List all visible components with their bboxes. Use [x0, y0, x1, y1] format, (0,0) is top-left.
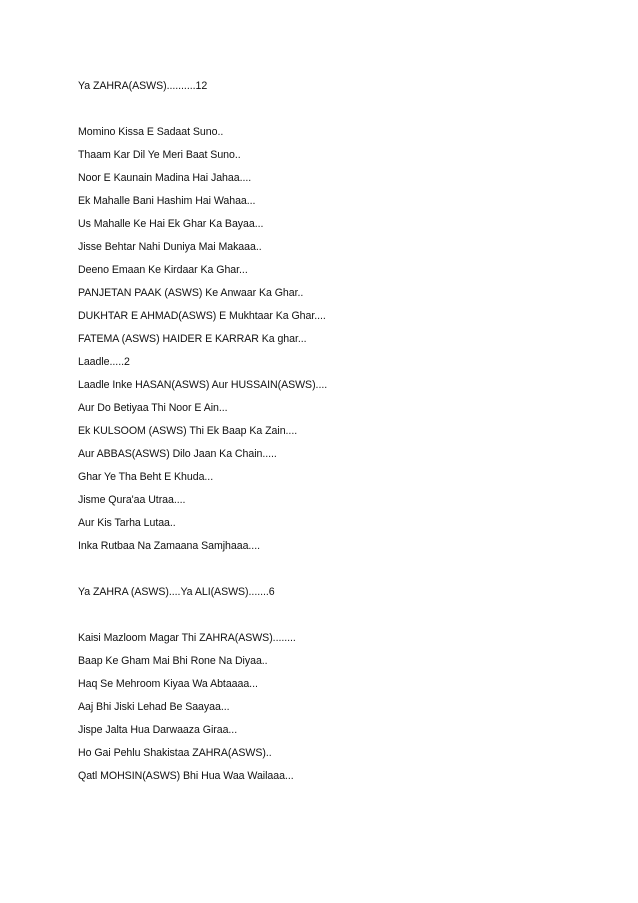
verse-line: Inka Rutbaa Na Zamaana Samjhaaa.... — [78, 540, 260, 552]
verse-line: Ek Mahalle Bani Hashim Hai Wahaa... — [78, 195, 256, 207]
verse-line: Laadle.....2 — [78, 356, 130, 368]
verse-line: Qatl MOHSIN(ASWS) Bhi Hua Waa Wailaaa... — [78, 770, 294, 782]
verse-line: Deeno Emaan Ke Kirdaar Ka Ghar... — [78, 264, 248, 276]
verse-line: Aur Do Betiyaa Thi Noor E Ain... — [78, 402, 228, 414]
verse-line: Aaj Bhi Jiski Lehad Be Saayaa... — [78, 701, 230, 713]
heading-line: Ya ZAHRA (ASWS)....Ya ALI(ASWS).......6 — [78, 586, 275, 598]
verse-line: Ek KULSOOM (ASWS) Thi Ek Baap Ka Zain.... — [78, 425, 298, 437]
verse-line: Ho Gai Pehlu Shakistaa ZAHRA(ASWS).. — [78, 747, 272, 759]
verse-line: Aur ABBAS(ASWS) Dilo Jaan Ka Chain..... — [78, 448, 277, 460]
heading-line: Ya ZAHRA(ASWS)..........12 — [78, 80, 208, 92]
verse-line: Thaam Kar Dil Ye Meri Baat Suno.. — [78, 149, 241, 161]
verse-line: Jisme Qura'aa Utraa.... — [78, 494, 186, 506]
verse-line: Jispe Jalta Hua Darwaaza Giraa... — [78, 724, 238, 736]
verse-line: Us Mahalle Ke Hai Ek Ghar Ka Bayaa... — [78, 218, 264, 230]
verse-line: Momino Kissa E Sadaat Suno.. — [78, 126, 224, 138]
verse-line: Baap Ke Gham Mai Bhi Rone Na Diyaa.. — [78, 655, 268, 667]
verse-line: DUKHTAR E AHMAD(ASWS) E Mukhtaar Ka Ghar.... — [78, 310, 326, 322]
verse-line: FATEMA (ASWS) HAIDER E KARRAR Ka ghar... — [78, 333, 307, 345]
verse-line: PANJETAN PAAK (ASWS) Ke Anwaar Ka Ghar.. — [78, 287, 304, 299]
verse-line: Laadle Inke HASAN(ASWS) Aur HUSSAIN(ASWS).... — [78, 379, 328, 391]
verse-line: Ghar Ye Tha Beht E Khuda... — [78, 471, 214, 483]
verse-line: Haq Se Mehroom Kiyaa Wa Abtaaaa... — [78, 678, 258, 690]
verse-line: Aur Kis Tarha Lutaa.. — [78, 517, 176, 529]
verse-line: Noor E Kaunain Madina Hai Jahaa.... — [78, 172, 252, 184]
verse-line: Kaisi Mazloom Magar Thi ZAHRA(ASWS)........ — [78, 632, 296, 644]
verse-line: Jisse Behtar Nahi Duniya Mai Makaaa.. — [78, 241, 262, 253]
